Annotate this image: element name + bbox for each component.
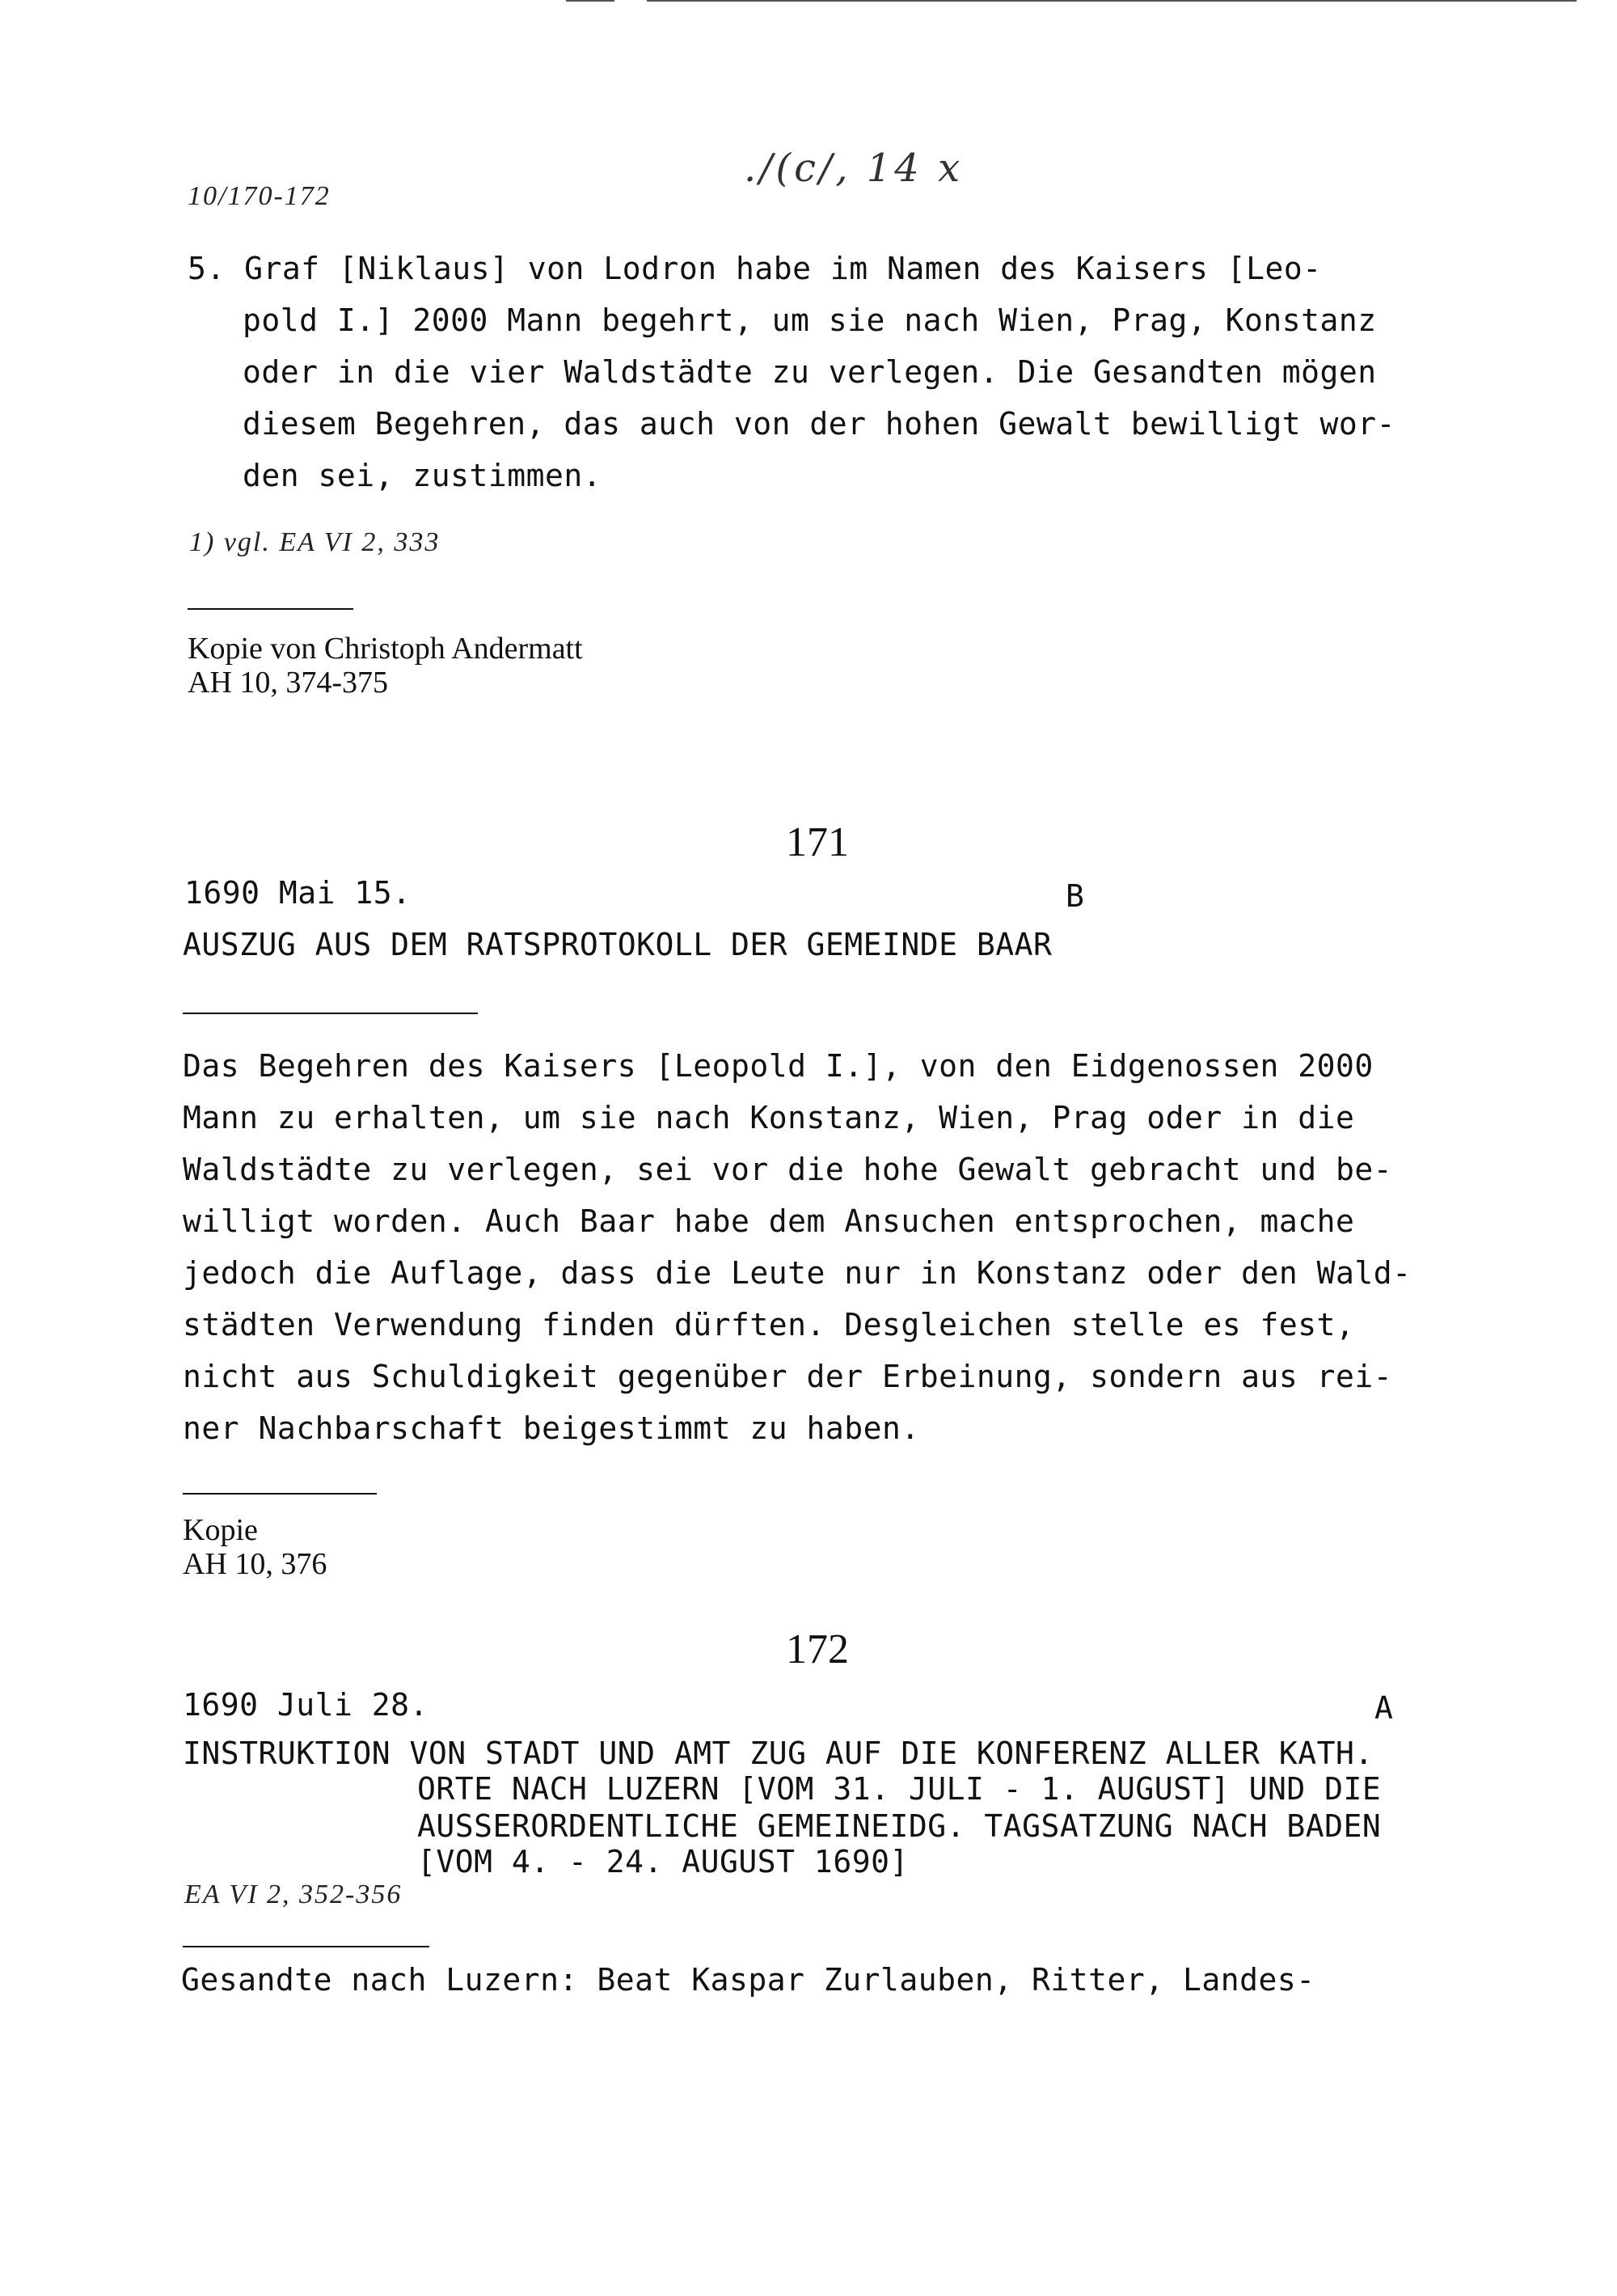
paragraph-line: 5. Graf [Niklaus] von Lodron habe im Namen des Kaisers [Leo- — [188, 251, 1322, 286]
paragraph-line: oder in die vier Waldstädte zu verlegen. Die Gesandten mögen — [243, 354, 1377, 390]
separator-rule — [183, 1013, 478, 1014]
paragraph-line: willigt worden. Auch Baar habe dem Ansuchen entsprochen, mache — [183, 1203, 1355, 1239]
paragraph-line: diesem Begehren, das auch von der hohen Gewalt bewilligt wor- — [243, 406, 1396, 442]
title-line: ORTE NACH LUZERN [VOM 31. JULI - 1. AUGUST] UND DIE — [417, 1771, 1382, 1807]
title-line: [VOM 4. - 24. AUGUST 1690] — [417, 1844, 909, 1880]
handwritten-annotation: ./(c/, 14 x — [744, 146, 964, 191]
paragraph-line: jedoch die Auflage, dass die Leute nur in Konstanz oder den Wald- — [183, 1255, 1412, 1291]
paragraph-line: Das Begehren des Kaisers [Leopold I.], von den Eidgenossen 2000 — [183, 1048, 1374, 1084]
document-date: 1690 Juli 28. — [183, 1687, 429, 1723]
document-date: 1690 Mai 15. — [184, 875, 412, 911]
footnote: 1) vgl. EA VI 2, 333 — [189, 527, 441, 557]
document-reference: 10/170-172 — [188, 181, 331, 211]
title-line: AUSSERORDENTLICHE GEMEINEIDG. TAGSATZUNG NACH BADEN — [417, 1808, 1382, 1844]
document-number: 172 — [786, 1626, 849, 1672]
scan-edge-rule — [566, 0, 614, 2]
copy-note: Kopie — [183, 1513, 258, 1547]
title-line: INSTRUKTION VON STADT UND AMT ZUG AUF DIE KONFERENZ ALLER KATH. — [183, 1736, 1374, 1771]
paragraph-line: den sei, zustimmen. — [243, 458, 602, 493]
paragraph-line: städten Verwendung finden dürften. Desgleichen stelle es fest, — [183, 1307, 1355, 1343]
copy-note: Kopie von Christoph Andermatt — [188, 632, 583, 666]
paragraph-line: pold I.] 2000 Mann begehrt, um sie nach Wien, Prag, Konstanz — [243, 302, 1377, 338]
separator-rule — [183, 1493, 377, 1495]
scan-edge-rule — [647, 0, 1577, 2]
paragraph-line: Gesandte nach Luzern: Beat Kaspar Zurlauben, Ritter, Landes- — [181, 1962, 1315, 1998]
paragraph-line: nicht aus Schuldigkeit gegenüber der Erbeinung, sondern aus rei- — [183, 1359, 1393, 1394]
separator-rule — [183, 1946, 429, 1947]
document-marker: A — [1374, 1690, 1394, 1726]
paragraph-line: Waldstädte zu verlegen, sei vor die hohe Gewalt gebracht und be- — [183, 1152, 1393, 1187]
document-number: 171 — [786, 819, 849, 865]
separator-rule — [188, 608, 353, 610]
ea-reference: EA VI 2, 352-356 — [184, 1880, 403, 1909]
paragraph-line: Mann zu erhalten, um sie nach Konstanz, Wien, Prag oder in die — [183, 1100, 1355, 1135]
archive-reference: AH 10, 376 — [183, 1547, 327, 1581]
document-title: AUSZUG AUS DEM RATSPROTOKOLL DER GEMEINDE BAAR — [183, 927, 1053, 962]
archive-reference: AH 10, 374-375 — [188, 666, 389, 700]
paragraph-line: ner Nachbarschaft beigestimmt zu haben. — [183, 1410, 920, 1446]
document-marker: B — [1066, 878, 1085, 914]
